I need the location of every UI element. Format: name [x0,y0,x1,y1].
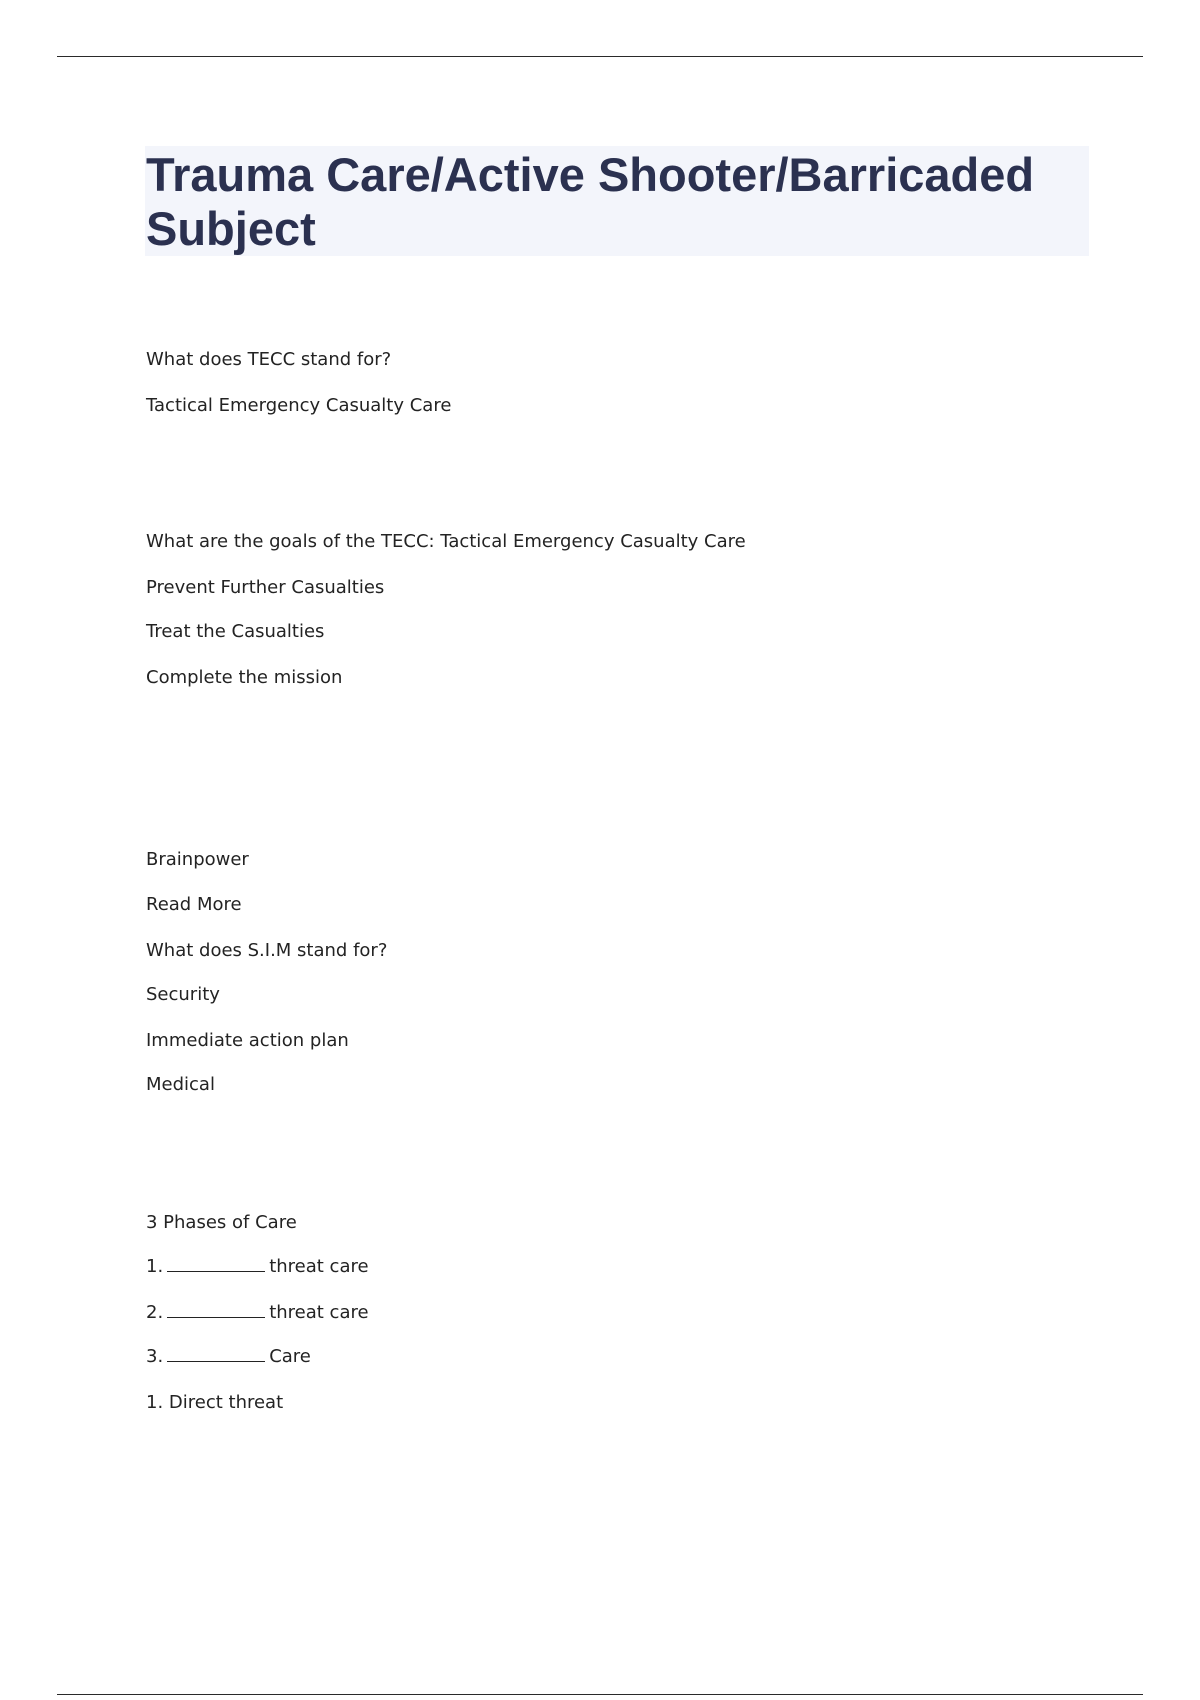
question-tecc-goals: What are the goals of the TECC: Tactical Emergency Casualty Care [146,531,746,552]
fill-blank [167,1303,265,1318]
answer-goal-1: Prevent Further Casualties [146,577,385,598]
fill-blank [167,1257,265,1272]
phase-number: 2. [146,1302,164,1323]
phase-suffix: threat care [269,1256,369,1277]
question-sim: What does S.I.M stand for? [146,940,388,961]
answer-sim-2: Immediate action plan [146,1030,349,1051]
answer-goal-3: Complete the mission [146,667,343,688]
question-phases: 3 Phases of Care [146,1212,297,1233]
phase-prompt-1 [146,1256,369,1278]
answer-phase-1: 1. Direct threat [146,1392,284,1413]
answer-goal-2: Treat the Casualties [146,621,325,642]
fill-blank [167,1347,265,1362]
phase-number: 1. [146,1256,164,1277]
question-tecc: What does TECC stand for? [146,349,392,370]
phase-suffix: Care [269,1346,311,1367]
phase-number: 3. [146,1346,164,1367]
phase-prompt-2 [146,1302,369,1324]
footer-rule [57,1694,1143,1695]
phase-suffix: threat care [269,1302,369,1323]
phase-prompt-3 [146,1346,311,1368]
header-rule [57,56,1143,57]
page-title: Trauma Care/Active Shooter/Barricaded Subject [146,148,1035,255]
read-more-link[interactable]: Read More [146,894,242,915]
brainpower-label: Brainpower [146,849,249,870]
answer-tecc: Tactical Emergency Casualty Care [146,395,452,416]
answer-sim-1: Security [146,984,220,1005]
answer-sim-3: Medical [146,1074,215,1095]
